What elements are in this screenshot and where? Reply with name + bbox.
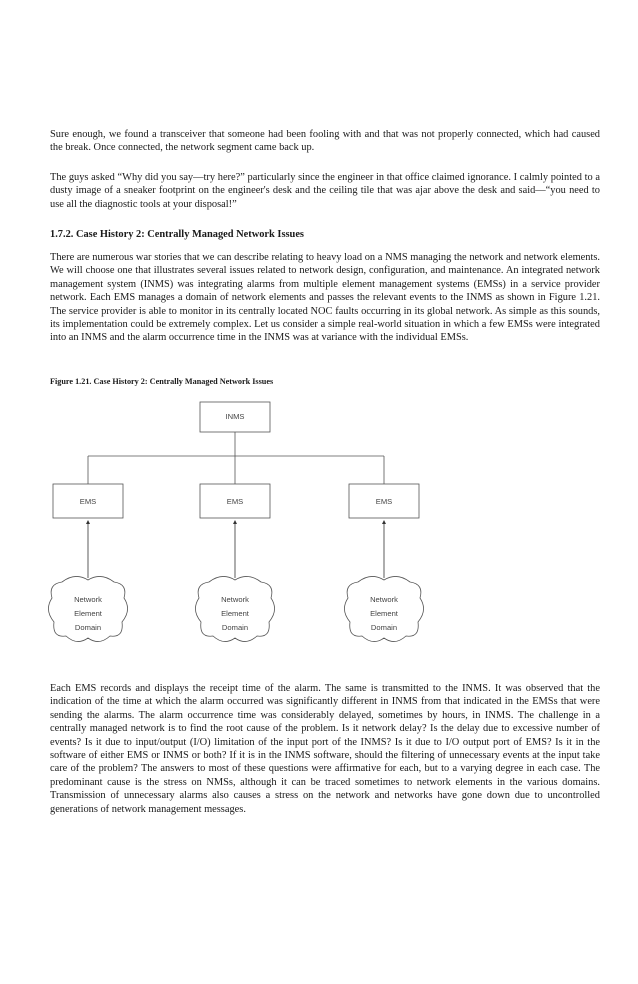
arrows: [88, 522, 384, 578]
connector-lines: [88, 432, 384, 484]
cloud-1-line-2: Element: [74, 609, 102, 618]
cloud-3-line-3: Domain: [370, 623, 398, 632]
paragraph-2: The guys asked “Why did you say—try here?” particularly since the engineer in that office claimed ignorance. I calmly pointed to a dusty image of a sneaker footprint on the engineer's desk and the ceiling tile that was ajar above the desk and said—“you need to use all the diagnostic tools at your disposal!”: [50, 172, 600, 210]
cloud-3-line-1: Network: [370, 595, 398, 604]
ems-label-3: EMS: [375, 497, 393, 506]
cloud-2-line-3: Domain: [221, 623, 249, 632]
ems-label-1: EMS: [79, 497, 97, 506]
ems-label-2: EMS: [226, 497, 244, 506]
cloud-1-line-3: Domain: [74, 623, 102, 632]
paragraph-4: Each EMS records and displays the receipt time of the alarm. The same is transmitted to the INMS. It was observed that the indication of the time at which the alarm occurred was significantly different in INMS from that indicated in the EMSs that were sending the alarms. The alarm occurrence time was considerably delayed, sometimes by hours, in INMS. The challenge in a centrally managed network is to find the root cause of the problem. Is it network delay? Is the delay due to excessive number of events? Is it due to input/output (I/O) limitation of the input port of the INMS? Is it due to I/O output port of EMS? Is it in the software of either EMS or INMS or both? If it is in the INMS software, should the filtering of unnecessary events at the input take care of the problem? The answers to most of these questions were affirmative for each, but to a varying degree in each case. The predominant cause is the stress on NMSs, although it can be traced sometimes to network elements in the various domains. Transmission of unnecessary alarms also causes a stress on the network and networks have gone down due to uncontrolled generations of network management messages.: [50, 683, 600, 815]
cloud-1-line-1: Network: [74, 595, 102, 604]
figure-caption: Figure 1.21. Case History 2: Centrally Managed Network Issues: [50, 377, 274, 386]
section-heading: 1.7.2. Case History 2: Centrally Managed Network Issues: [50, 229, 304, 240]
cloud-2-line-2: Element: [221, 609, 249, 618]
cloud-3-line-2: Element: [370, 609, 398, 618]
cloud-2-line-1: Network: [221, 595, 249, 604]
paragraph-1: Sure enough, we found a transceiver that someone had been fooling with and that was not properly connected, which had caused the break. Once connected, the network segment came back up.: [50, 129, 600, 154]
paragraph-3: There are numerous war stories that we can describe relating to heavy load on a NMS managing the network and network elements. We will choose one that illustrates several issues related to network design, configuration, and maintenance. An integrated network management system (INMS) was integrating alarms from multiple element management systems (EMSs) in a service provider network. Each EMS manages a domain of network elements and passes the relevant events to the INMS as shown in Figure 1.21. The service provider is able to monitor in its centrally located NOC faults occurring in its global network. As simple as this sounds, its implementation could be extremely complex. Let us consider a simple real-world situation in which a few EMSs were integrated into an INMS and the alarm occurrence time in the INMS was at variance with the individual EMSs.: [50, 252, 600, 344]
inms-label: INMS: [225, 412, 245, 421]
